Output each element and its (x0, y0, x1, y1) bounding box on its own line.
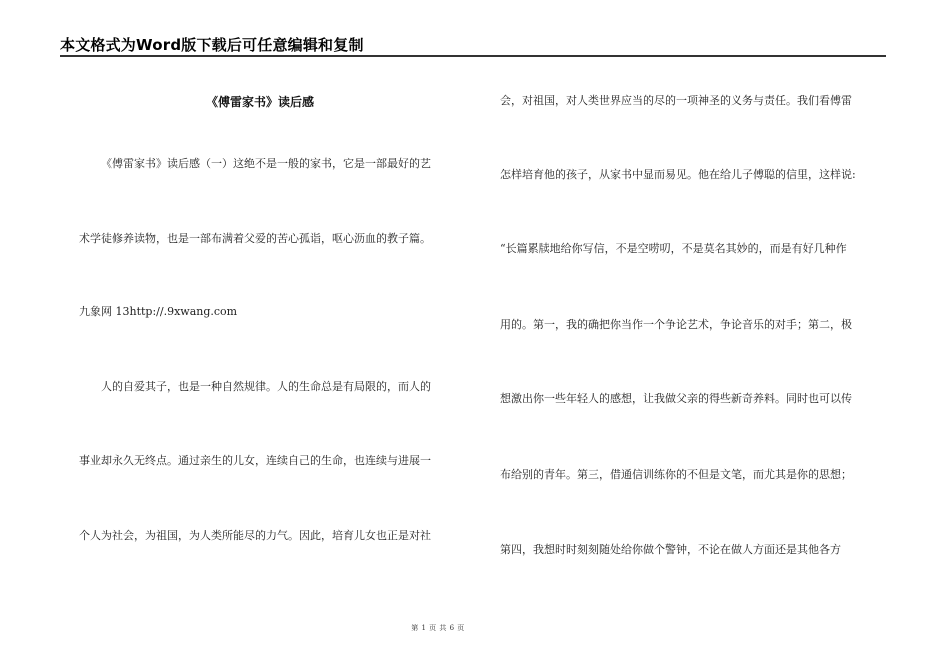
paragraph-line: 《傅雷家书》读后感（一）这绝不是一般的家书，它是一部最好的艺 (101, 157, 431, 170)
document-title: 《傅雷家书》读后感 (205, 95, 314, 109)
page-number: 第 1 页 共 6 页 (411, 624, 465, 632)
paragraph-line: 怎样培育他的孩子，从家书中显而易见。他在给儿子傅聪的信里，这样说: (500, 168, 856, 181)
paragraph-line: 想激出你一些年轻人的感想，让我做父亲的得些新奇养料。同时也可以传 (500, 392, 852, 405)
paragraph-line: 用的。第一，我的确把你当作一个争论艺术，争论音乐的对手；第二，极 (500, 318, 852, 331)
paragraph-line: 事业却永久无终点。通过亲生的儿女，连续自己的生命，也连续与进展一 (79, 454, 431, 467)
paragraph-line: 术学徒修养读物，也是一部布满着父爱的苦心孤诣，呕心沥血的教子篇。 (79, 232, 431, 245)
header-title: 本文格式为Word版下载后可任意编辑和复制 (60, 36, 364, 54)
header-divider (60, 55, 886, 57)
paragraph-line: 会，对祖国，对人类世界应当的尽的一项神圣的义务与责任。我们看傅雷 (500, 94, 852, 107)
paragraph-line: 人的自爱其子，也是一种自然规律。人的生命总是有局限的，而人的 (101, 380, 431, 393)
paragraph-line: 第四，我想时时刻刻随处给你做个警钟，不论在做人方面还是其他各方 (500, 543, 841, 556)
paragraph-line: 个人为社会，为祖国，为人类所能尽的力气。因此，培育儿女也正是对社 (79, 529, 431, 542)
paragraph-line: 九象网 13http://.9xwang.com (79, 305, 238, 318)
paragraph-line: 布给别的青年。第三，借通信训练你的不但是文笔，而尤其是你的思想； (500, 468, 852, 481)
paragraph-line: “长篇累牍地给你写信，不是空唠叨，不是莫名其妙的，而是有好几种作 (500, 242, 847, 255)
